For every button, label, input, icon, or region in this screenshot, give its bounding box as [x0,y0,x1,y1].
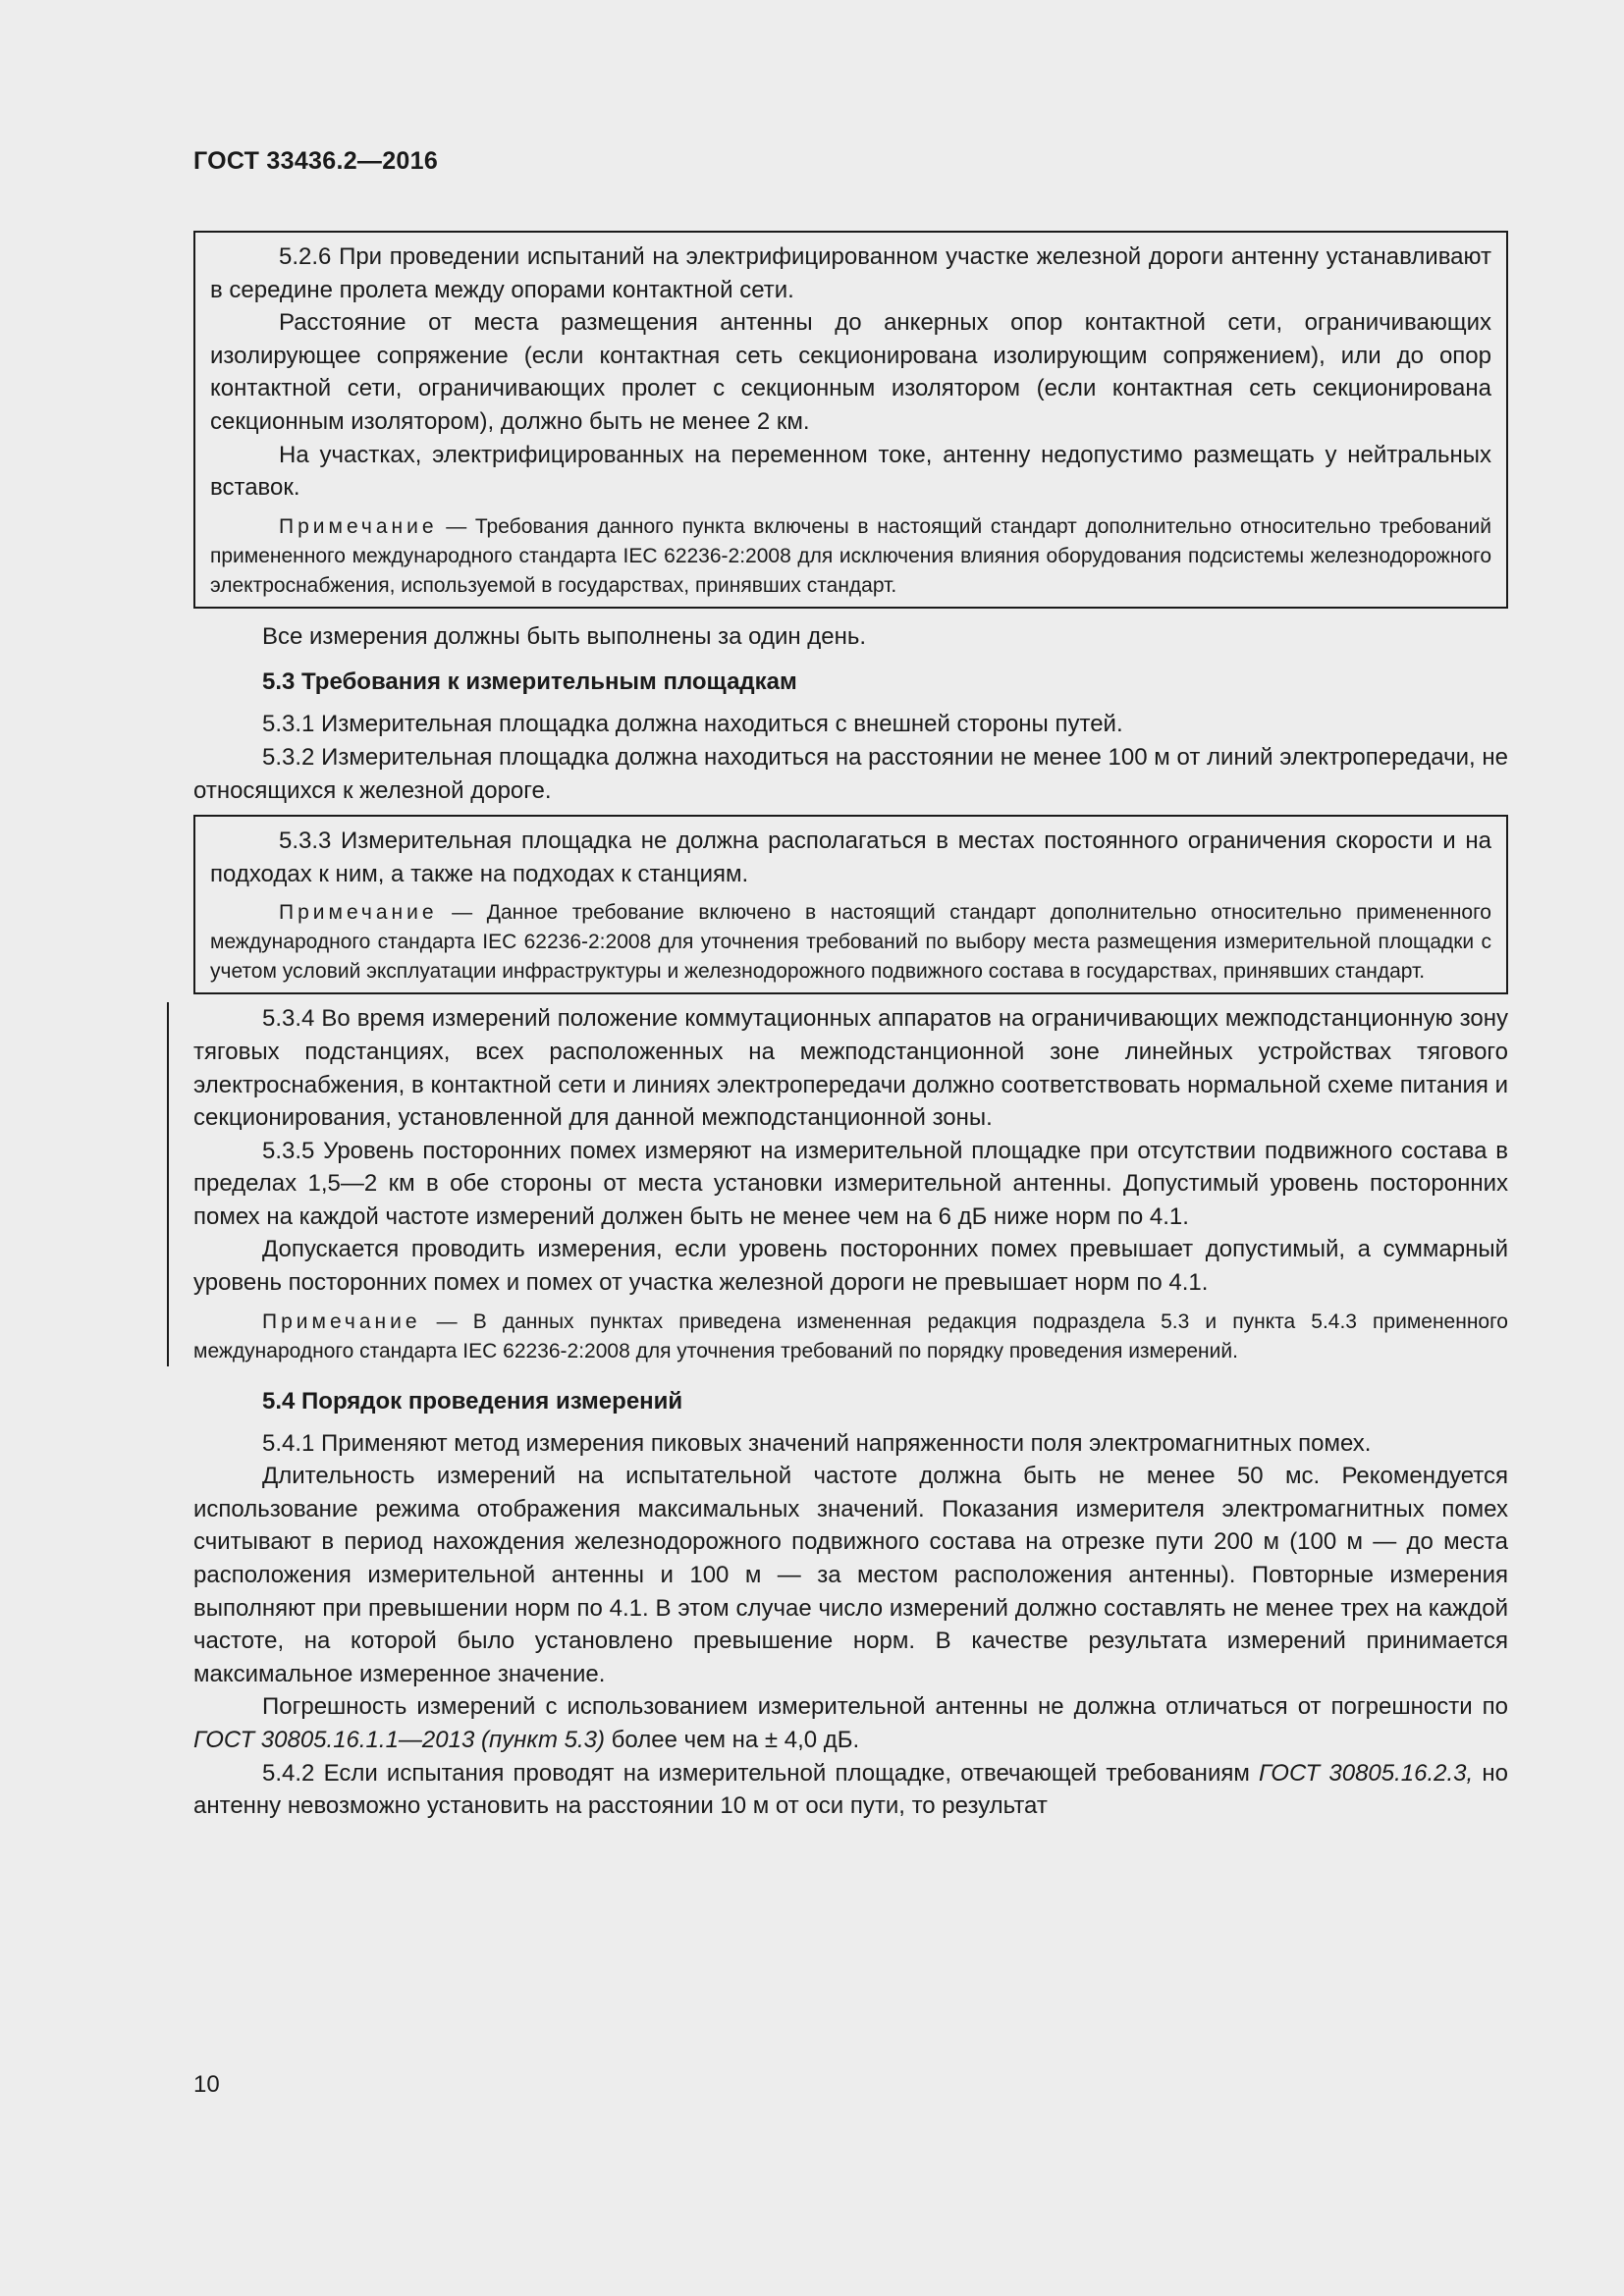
paragraph-duration: Длительность измерений на испытательной частоте должна быть не менее 50 мс. Рекомендуется использование режима отображения максимальных значений. Показания измерителя электромагнитных помех считывают в период нахождения железнодорожного подвижного состава на отрезке пути 200 м (100 м — до места расположения измерительной антенны и 100 м — за местом расположения антенны). Повторные измерения выполняют при превышении норм по 4.1. В этом случае число измерений должно составлять не менее трех на каждой частоте, на которой было установлено превышение норм. В качестве результата измерений принимается максимальное измеренное значение. [193,1463,1508,1687]
section-heading-5-3: 5.3 Требования к измерительным площадкам [262,668,797,696]
note-label: Примечание [279,901,438,925]
paragraph-5-4-2: 5.4.2 Если испытания проводят на измерительной площадке, отвечающей требованиям ГОСТ 30805.16.2.3, но антенну невозможно установить на расстоянии 10 м от оси пути, то результат [193,1759,1508,1820]
standard-reference: ГОСТ 30805.16.1.1—2013 (пункт 5.3) [193,1727,606,1753]
standard-reference: ГОСТ 30805.16.2.3, [1259,1759,1474,1787]
paragraph-error: Погрешность измерений с использованием измерительной антенны не должна отличаться от погрешности по ГОСТ 30805.16.1.1—2013 (пункт 5.3) более чем на ± 4,0 дБ. [193,1693,1508,1753]
paragraph-5-3-5: 5.3.5 Уровень посторонних помех измеряют на измерительной площадке при отсутствии подвижного состава в пределах 1,5—2 км в обе стороны от места установки измерительной антенны. Допустимый уровень посторонних помех на каждой частоте измерений должен быть не менее чем на 6 дБ ниже норм по 4.1. [193,1137,1508,1230]
paragraph-allowed-measurements: Допускается проводить измерения, если уровень посторонних помех превышает допустимый, а суммарный уровень посторонних помех и помех от участка железной дороги не превышает норм по 4.1. [193,1236,1508,1297]
note-label: Примечание [279,514,438,538]
change-marker-bar [167,1002,169,1365]
paragraph-5-3-1: 5.3.1 Измерительная площадка должна находиться с внешней стороны путей. [262,711,1123,738]
note-label: Примечание [262,1309,421,1333]
boxed-clause-5-2-6 [193,231,1508,609]
document-header: ГОСТ 33436.2—2016 [193,147,439,175]
paragraph-5-3-2: 5.3.2 Измерительная площадка должна находиться на расстоянии не менее 100 м от линий электропередачи, не относящихся к железной дороге. [193,743,1508,804]
note-text: — В данных пунктах приведена измененная редакция подраздела 5.3 и пункта 5.4.3 примененного международного стандарта IEC 62236-2:2008 для уточнения требований по порядку проведения измерений. [193,1309,1508,1362]
note-5-3-3 [210,898,1491,987]
boxed-clause-5-3-3 [193,815,1508,994]
page-number: 10 [193,2071,220,2098]
paragraph-one-day: Все измерения должны быть выполнены за один день. [262,622,867,650]
paragraph-5-3-3: 5.3.3 Измерительная площадка не должна располагаться в местах постоянного ограничения скорости и на подходах к ним, а также на подходах к станциям. [210,828,1491,887]
note-text: — Требования данного пункта включены в настоящий стандарт дополнительно относительно требований примененного международного стандарта IEC 62236-2:2008 для исключения влияния оборудования подсистемы железнодорожного электроснабжения, используемой в государствах, принявших стандарт. [210,514,1491,597]
paragraph-5-4-1: 5.4.1 Применяют метод измерения пиковых значений напряженности поля электромагнитных помех. [262,1429,1372,1457]
page-content [193,231,1508,1823]
paragraph-5-3-4: 5.3.4 Во время измерений положение коммутационных аппаратов на ограничивающих межподстанционную зону тяговых подстанциях, всех расположенных на межподстанционной зоне линейных устройствах тягового электроснабжения, в контактной сети и линиях электропередачи должно соответствовать нормальной схеме питания и секционирования, установленной для данной межподстанционной зоны. [193,1005,1508,1132]
note-5-3 [193,1308,1508,1366]
changed-text-block [193,1002,1508,1365]
paragraph-antenna-distance: Расстояние от места размещения антенны до анкерных опор контактной сети, ограничивающих изолирующее сопряжение (если контактная сеть секционирована изолирующим сопряжением), или до опор контактной сети, ограничивающих пролет с секционным изолятором (если контактная сеть секционирована секционным изолятором), должно быть не менее 2 км. [210,309,1491,435]
section-heading-5-4: 5.4 Порядок проведения измерений [262,1387,683,1415]
note-text: — Данное требование включено в настоящий стандарт дополнительно относительно примененного международного стандарта IEC 62236-2:2008 для уточнения требований по выбору места размещения измерительной площадки с учетом условий эксплуатации инфраструктуры и железнодорожного подвижного состава в государствах, принявших стандарт. [210,901,1491,984]
paragraph-neutral-inserts: На участках, электрифицированных на переменном токе, антенну недопустимо размещать у нейтральных вставок. [210,441,1491,502]
paragraph-5-2-6: 5.2.6 При проведении испытаний на электрифицированном участке железной дороги антенну устанавливают в середине пролета между опорами контактной сети. [210,243,1491,303]
note-5-2-6 [210,512,1491,601]
